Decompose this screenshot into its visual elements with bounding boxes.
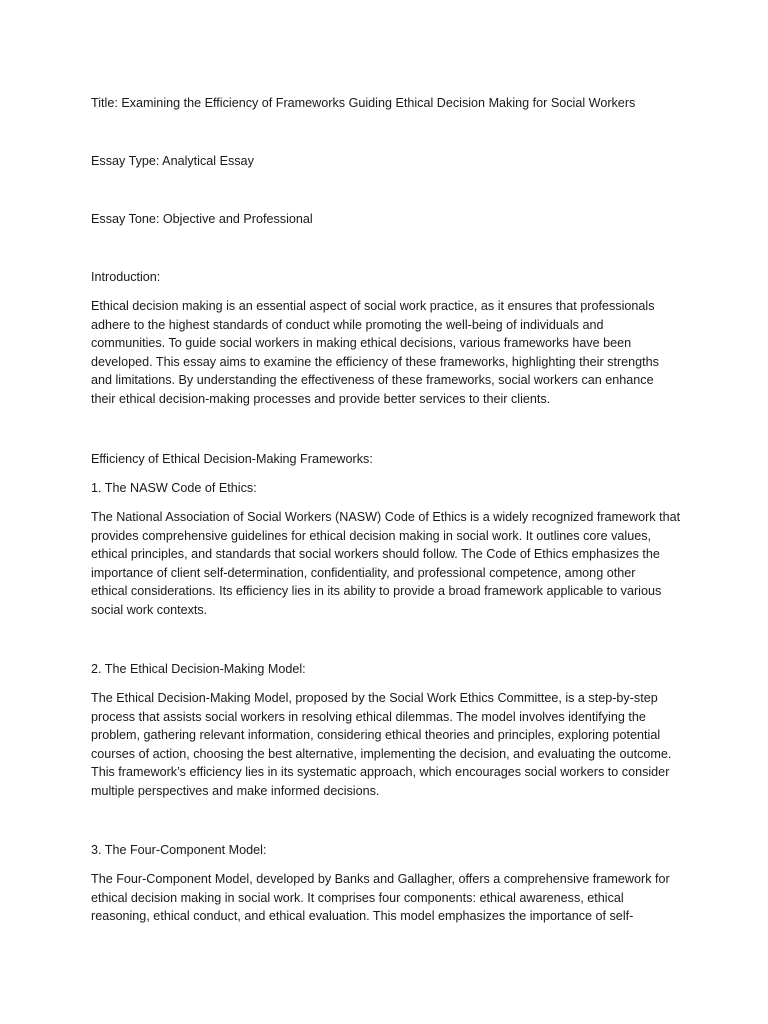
paragraph-line: The National Association of Social Workers (NASW) Code of Ethics is a widely recognized framework that — [91, 510, 681, 524]
paragraph-line: This framework’s efficiency lies in its systematic approach, which encourages social workers to consider — [91, 765, 670, 780]
section-paragraph-four-component — [91, 870, 691, 926]
paragraph-line: reasoning, ethical conduct, and ethical evaluation. This model emphasizes the importance of self- — [91, 909, 634, 924]
paragraph-line: ethical decision making in social work. It comprises four components: ethical awareness, ethical — [91, 890, 624, 905]
introduction-paragraph — [91, 297, 691, 409]
paragraph-line: importance of client self-determination, confidentiality, and professional competence, among other — [91, 565, 636, 580]
paragraph-line: their ethical decision-making processes and provide better services to their clients. — [91, 391, 551, 406]
paragraph-line: ethical considerations. Its efficiency lies in its ability to provide a broad framework applicable to various — [91, 584, 662, 599]
efficiency-heading: Efficiency of Ethical Decision-Making Frameworks: — [91, 452, 373, 466]
section-paragraph-nasw — [91, 508, 691, 620]
paragraph-line: social work contexts. — [91, 602, 208, 617]
paragraph-line: communities. To guide social workers in making ethical decisions, various frameworks have been — [91, 336, 632, 351]
section-heading-ethical-decision-model: 2. The Ethical Decision-Making Model: — [91, 662, 306, 676]
paragraph-line: Ethical decision making is an essential aspect of social work practice, as it ensures that professionals — [91, 299, 655, 313]
paragraph-line: adhere to the highest standards of conduct while promoting the well-being of individuals and — [91, 317, 604, 332]
paragraph-line: developed. This essay aims to examine the efficiency of these frameworks, highlighting their strengths — [91, 354, 659, 369]
paragraph-line: The Four-Component Model, developed by Banks and Gallagher, offers a comprehensive framework for — [91, 872, 670, 886]
paragraph-line: and limitations. By understanding the effectiveness of these frameworks, social workers can enhance — [91, 373, 654, 388]
section-paragraph-ethical-decision-model — [91, 689, 691, 801]
document-title: Title: Examining the Efficiency of Frameworks Guiding Ethical Decision Making for Social Workers — [91, 96, 636, 110]
paragraph-line: multiple perspectives and make informed decisions. — [91, 783, 380, 798]
paragraph-line: problem, gathering relevant information, considering ethical theories and principles, exploring potential — [91, 728, 661, 743]
introduction-heading: Introduction: — [91, 270, 161, 284]
paragraph-line: provides comprehensive guidelines for ethical decision making in social work. It outlines core values, — [91, 528, 652, 543]
paragraph-line: ethical principles, and standards that social workers should follow. The Code of Ethics emphasizes the — [91, 547, 660, 562]
paragraph-line: process that assists social workers in resolving ethical dilemmas. The model involves identifying the — [91, 709, 646, 724]
essay-type-line: Essay Type: Analytical Essay — [91, 154, 254, 168]
essay-tone-line: Essay Tone: Objective and Professional — [91, 212, 313, 226]
paragraph-line: The Ethical Decision-Making Model, proposed by the Social Work Ethics Committee, is a step-by-step — [91, 691, 658, 705]
section-heading-four-component: 3. The Four-Component Model: — [91, 843, 267, 857]
section-heading-nasw: 1. The NASW Code of Ethics: — [91, 481, 257, 495]
paragraph-line: courses of action, choosing the best alternative, implementing the decision, and evaluating the outcome. — [91, 746, 672, 761]
